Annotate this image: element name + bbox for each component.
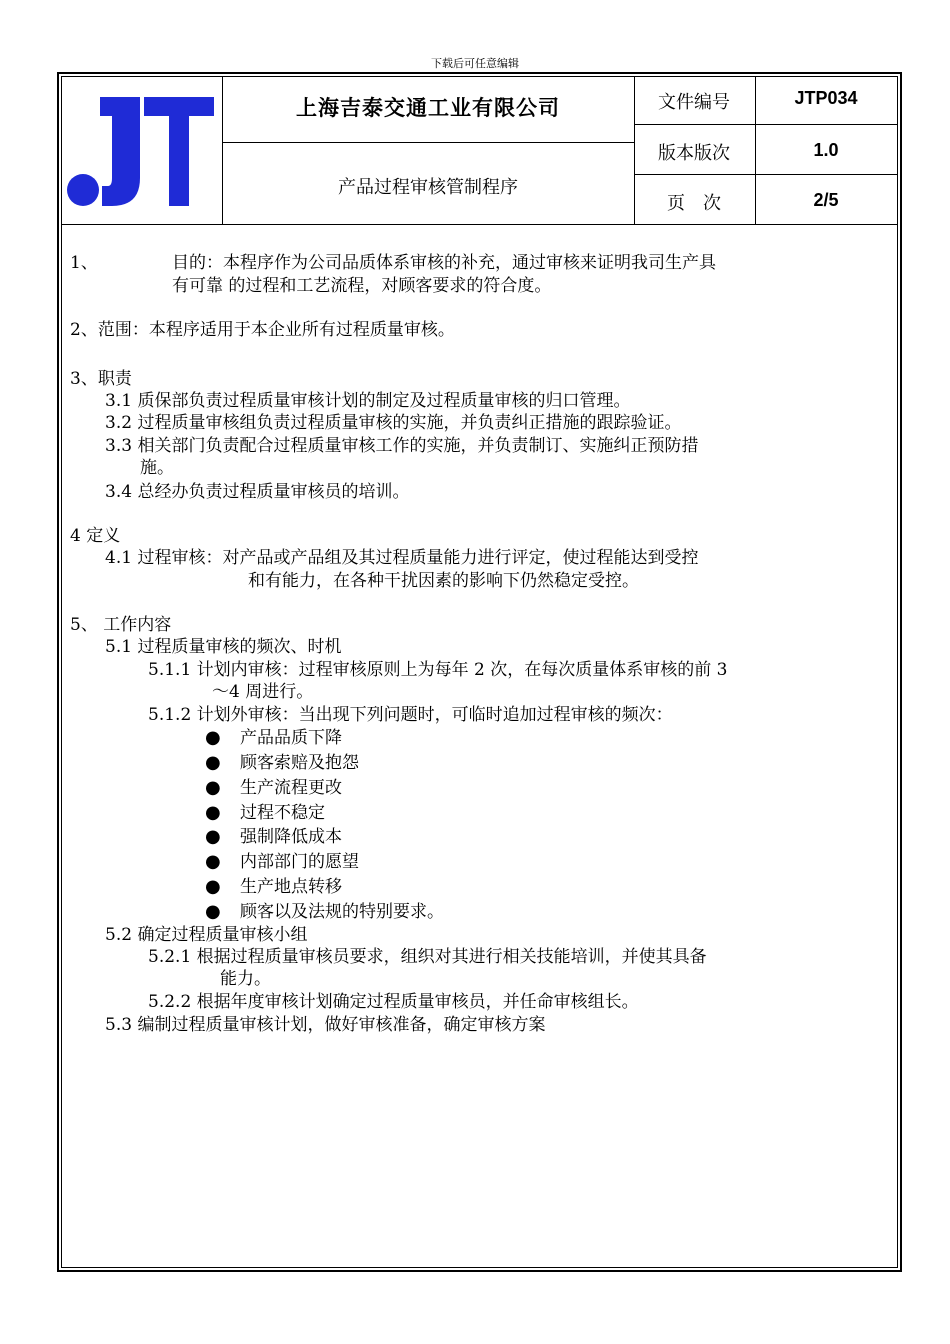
- doc-number-label: 文件编号: [658, 92, 730, 113]
- bullet-item-1: 产品品质下降: [240, 728, 342, 748]
- section-3-1: 3.1 质保部负责过程质量审核计划的制定及过程质量审核的归口管理。: [105, 391, 631, 411]
- section-5-1-1-line-1: 5.1.1 计划内审核：过程审核原则上为每年 2 次，在每次质量体系审核的前 3: [148, 660, 728, 680]
- document-title: 产品过程审核管制程序: [338, 177, 518, 198]
- version-label: 版本版次: [658, 143, 730, 164]
- section-5-heading: 5、 工作内容: [70, 615, 172, 635]
- bullet-icon: ●: [205, 802, 221, 823]
- section-3-4: 3.4 总经办负责过程质量审核员的培训。: [105, 482, 410, 502]
- section-5-1-2: 5.1.2 计划外审核：当出现下列问题时，可临时追加过程审核的频次：: [148, 705, 673, 725]
- section-5-2-1-line-2: 能力。: [220, 969, 271, 989]
- bullet-icon: ●: [205, 777, 221, 798]
- section-3-heading: 3、职责: [70, 369, 132, 389]
- section-1-number: 1、: [70, 253, 98, 273]
- section-1-line-1: 目的：本程序作为公司品质体系审核的补充，通过审核来证明我司生产具: [172, 253, 716, 273]
- bullet-icon: ●: [205, 752, 221, 773]
- page-value: 2/5: [813, 190, 839, 210]
- section-1-line-2: 有可靠 的过程和工艺流程，对顾客要求的符合度。: [172, 276, 552, 296]
- section-5-1-1-line-2: ～4 周进行。: [212, 682, 314, 702]
- bullet-item-7: 生产地点转移: [240, 877, 342, 897]
- bullet-item-4: 过程不稳定: [240, 803, 325, 823]
- company-logo: [66, 94, 216, 210]
- bullet-item-6: 内部部门的愿望: [240, 852, 359, 872]
- bullet-item-5: 强制降低成本: [240, 827, 342, 847]
- section-5-2: 5.2 确定过程质量审核小组: [105, 925, 308, 945]
- section-2: 2、范围：本程序适用于本企业所有过程质量审核。: [70, 320, 455, 340]
- section-4-1-line-2: 和有能力，在各种干扰因素的影响下仍然稳定受控。: [248, 571, 639, 591]
- logo-dot: [67, 174, 99, 206]
- section-5-2-2: 5.2.2 根据年度审核计划确定过程质量审核员，并任命审核组长。: [148, 992, 639, 1012]
- company-name: 上海吉泰交通工业有限公司: [296, 96, 560, 120]
- section-3-3-line-2: 施。: [140, 458, 174, 478]
- section-4-heading: 4 定义: [70, 526, 121, 546]
- bullet-item-8: 顾客以及法规的特别要求。: [240, 902, 444, 922]
- page-label: 页 次: [667, 193, 721, 214]
- title-rule: [222, 142, 634, 143]
- meta-rule-1: [634, 124, 898, 125]
- top-note: 下载后可任意编辑: [431, 57, 519, 70]
- section-4-1-line-1: 4.1 过程审核：对产品或产品组及其过程质量能力进行评定，使过程能达到受控: [105, 548, 699, 568]
- bullet-item-3: 生产流程更改: [240, 778, 342, 798]
- doc-number-value: JTP034: [794, 88, 858, 108]
- meta-rule-2: [634, 174, 898, 175]
- section-3-2: 3.2 过程质量审核组负责过程质量审核的实施，并负责纠正措施的跟踪验证。: [105, 413, 682, 433]
- section-5-2-1-line-1: 5.2.1 根据过程质量审核员要求，组织对其进行相关技能培训，并使其具备: [148, 947, 707, 967]
- section-5-1: 5.1 过程质量审核的频次、时机: [105, 637, 342, 657]
- bullet-icon: ●: [205, 901, 221, 922]
- version-value: 1.0: [813, 140, 839, 160]
- bullet-icon: ●: [205, 826, 221, 847]
- section-3-3-line-1: 3.3 相关部门负责配合过程质量审核工作的实施，并负责制订、实施纠正预防措: [105, 436, 699, 456]
- section-5-3: 5.3 编制过程质量审核计划，做好审核准备，确定审核方案: [105, 1015, 546, 1035]
- bullet-icon: ●: [205, 851, 221, 872]
- logo-letter-j: [100, 97, 140, 206]
- bullet-icon: ●: [205, 727, 221, 748]
- header-bottom-rule: [61, 224, 898, 225]
- bullet-icon: ●: [205, 876, 221, 897]
- logo-letter-t: [144, 97, 214, 206]
- bullet-item-2: 顾客索赔及抱怨: [240, 753, 359, 773]
